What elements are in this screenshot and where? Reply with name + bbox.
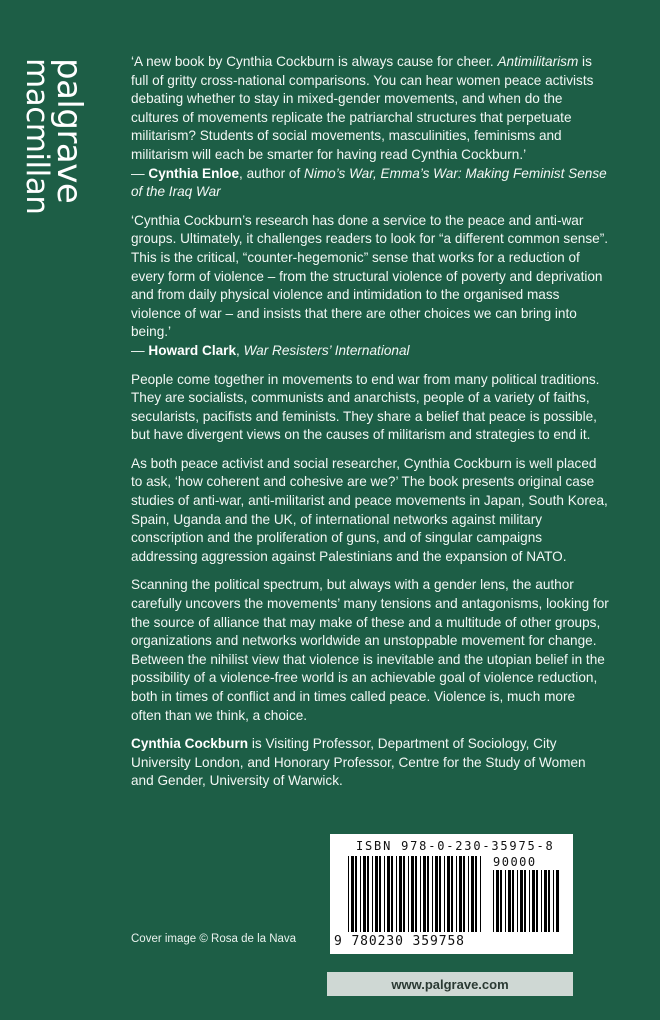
quote-1-author-suffix: , author of bbox=[239, 165, 305, 181]
isbn-label: ISBN 978-0-230-35975-8 bbox=[356, 839, 555, 853]
barcode-bar bbox=[512, 870, 514, 932]
barcode-bar bbox=[529, 870, 530, 932]
barcode-bar bbox=[496, 870, 499, 932]
quote-2-author: Howard Clark bbox=[148, 342, 237, 358]
barcode-bar bbox=[435, 856, 438, 932]
author-bio bbox=[131, 735, 609, 791]
barcode-bar bbox=[475, 856, 477, 932]
barcode-bar bbox=[444, 856, 445, 932]
barcode-bar bbox=[399, 856, 402, 932]
barcode-bar bbox=[471, 856, 474, 932]
barcode-bar bbox=[500, 870, 502, 932]
barcode-bar bbox=[520, 870, 523, 932]
publisher-url[interactable]: www.palgrave.com bbox=[327, 972, 573, 996]
barcode-bar bbox=[493, 870, 494, 932]
barcode-bar bbox=[391, 856, 393, 932]
barcode-bar bbox=[439, 856, 441, 932]
quote-2-text: ‘Cynthia Cockburn’s research has done a service to the peace and anti-war groups. Ultimately, it challenges readers to look for “a different common sense”. This is the critical, “counter-hegemonic” sense that works for a reduction of every form of violence – from the structural violence of poverty and deprivation and from daily physical violence and intimidation to the organised mass violence of war – and insists that there are other choices we can bring into being.’ bbox=[131, 212, 609, 340]
barcode-bar bbox=[480, 856, 481, 932]
quote-2-dash: — bbox=[131, 342, 149, 358]
quote-2-author-suffix: , bbox=[236, 342, 244, 358]
quote-1-author-works: Nimo’s War, Emma’s War: Making Feminist Sense of the Iraq War bbox=[131, 165, 607, 200]
barcode-bar bbox=[411, 856, 414, 932]
barcode-bar bbox=[427, 856, 429, 932]
barcode-bar bbox=[553, 870, 554, 932]
barcode-bar bbox=[556, 870, 559, 932]
barcode-bar bbox=[541, 870, 542, 932]
barcode-bar bbox=[532, 870, 535, 932]
barcode-bar bbox=[387, 856, 390, 932]
quote-1-text-a: ‘A new book by Cynthia Cockburn is always cause for cheer. bbox=[131, 54, 498, 69]
isbn-barcode bbox=[330, 834, 573, 954]
barcode-bar bbox=[372, 856, 373, 932]
barcode-bar bbox=[396, 856, 397, 932]
barcode-bar bbox=[451, 856, 453, 932]
barcode-bar bbox=[517, 870, 518, 932]
barcode-bar bbox=[447, 856, 450, 932]
barcode-bar bbox=[360, 856, 361, 932]
barcode-bar bbox=[367, 856, 369, 932]
review-quote-1 bbox=[131, 53, 609, 202]
barcode-bar bbox=[423, 856, 426, 932]
publisher-logo bbox=[19, 58, 112, 218]
barcode-bar bbox=[548, 870, 550, 932]
barcode-bar bbox=[363, 856, 366, 932]
author-bio-name: Cynthia Cockburn bbox=[131, 736, 249, 752]
ean-number: 9 780230 359758 bbox=[334, 934, 465, 949]
cover-image-credit: Cover image © Rosa de la Nava bbox=[131, 933, 297, 945]
description-paragraph-3: Scanning the political spectrum, but always with a gender lens, the author carefully uncovers the movements’ many tensions and antagonisms, looking for the source of alliance that may make of these and a multitude of other groups, organizations and networks worldwide an unstoppable movement for change. Between the nihilist view that violence is inevitable and the utopian belief in the possibility of a violence-free world is an achievable goal of violence reduction, both in times of conflict and in times called peace. Violence is, much more often than we think, a choice. bbox=[131, 577, 609, 723]
barcode-bar bbox=[505, 870, 506, 932]
barcode-bar bbox=[524, 870, 526, 932]
logo-line-macmillan: macmillan bbox=[19, 58, 55, 215]
description-paragraph-1: People come together in movements to end war from many political traditions. They are socialists, communists and anarchists, people of a variety of faiths, secularists, pacifists and feminists. They share a belief that peace is possible, but have divergent views on the causes of militarism and strategies to end it. bbox=[131, 371, 600, 443]
barcode-bar bbox=[384, 856, 385, 932]
barcode-bar bbox=[415, 856, 417, 932]
quote-1-book-title: Antimilitarism bbox=[497, 54, 579, 69]
barcode-bar bbox=[403, 856, 405, 932]
barcode-bar bbox=[355, 856, 357, 932]
barcode-bar bbox=[508, 870, 511, 932]
description-paragraph-2: As both peace activist and social researcher, Cynthia Cockburn is well placed to ask, ‘how coherent and cohesive are we?’ The book presents original case studies of anti-war, anti-militarist and peace movements in Japan, South Korea, Spain, Uganda and the UK, of international networks against military conscription and the proliferation of guns, and of singular campaigns addressing aggression against Palestinians and the expansion of NATO. bbox=[131, 455, 608, 564]
price-code: 90000 bbox=[493, 855, 537, 869]
quote-1-author: Cynthia Enloe bbox=[148, 165, 240, 181]
barcode-bar bbox=[536, 870, 538, 932]
barcode-bar bbox=[408, 856, 409, 932]
barcode-bar bbox=[351, 856, 354, 932]
quote-1-text-b: is full of gritty cross-national comparisons. You can hear women peace activists debating whether to stay in mixed-gender movements, and when do the cultures of movements replicate the patriarchal structures that perpetuate militarism? Students of social movements, masculinities, feminisms and militarism will each be smarter for having read Cynthia Cockburn.’ bbox=[131, 54, 594, 162]
barcode-bar bbox=[420, 856, 421, 932]
logo-line-palgrave: palgrave bbox=[49, 58, 89, 204]
barcode-bar bbox=[456, 856, 457, 932]
quote-2-author-org: War Resisters’ International bbox=[243, 342, 410, 358]
barcode-bar bbox=[463, 856, 465, 932]
author-bio-text: is Visiting Professor, Department of Sociology, City University London, and Honorary Professor, Centre for the Study of Women and Gender, University of Warwick. bbox=[131, 736, 586, 789]
review-quote-2 bbox=[131, 212, 609, 361]
barcode-bar bbox=[379, 856, 381, 932]
barcode-bar bbox=[544, 870, 547, 932]
quote-1-dash: — bbox=[131, 165, 149, 181]
barcode-bar bbox=[432, 856, 433, 932]
barcode-bar bbox=[375, 856, 378, 932]
back-cover-text bbox=[131, 53, 609, 801]
barcode-bar bbox=[468, 856, 469, 932]
barcode-bar bbox=[459, 856, 462, 932]
barcode-bar bbox=[348, 856, 349, 932]
